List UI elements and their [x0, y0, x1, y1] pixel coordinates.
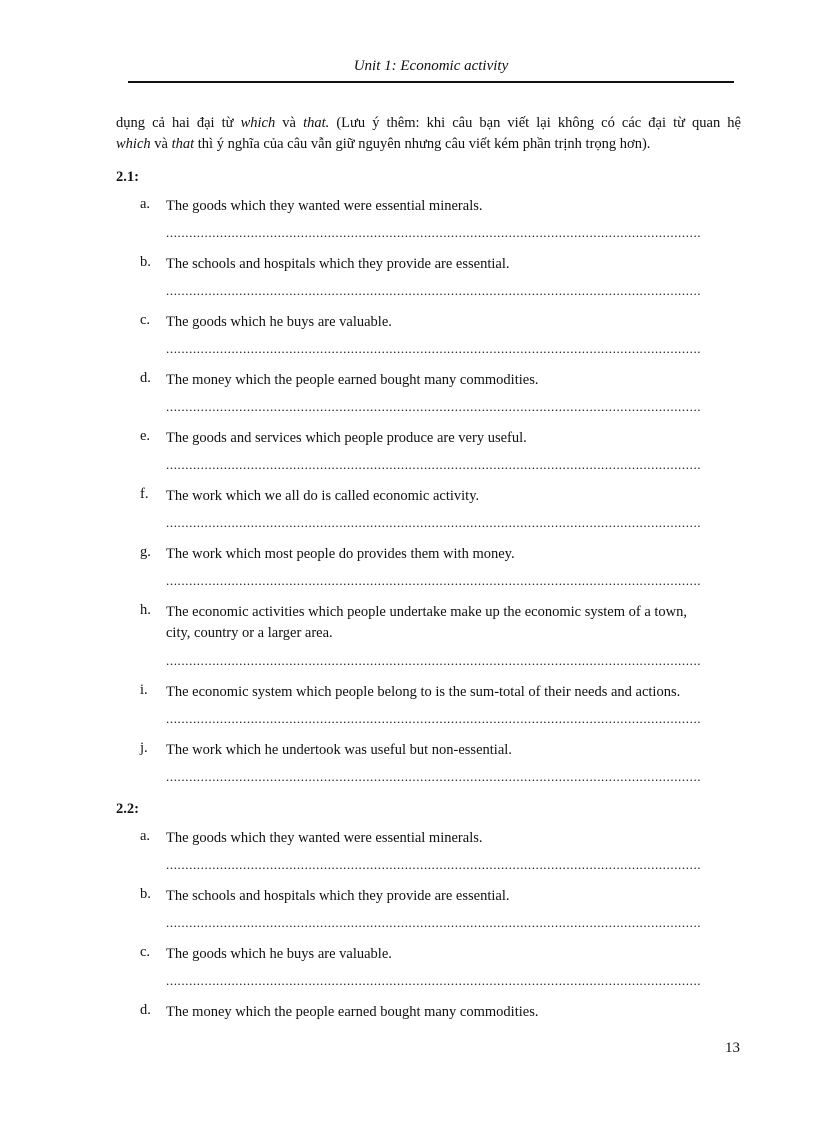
answer-line[interactable]: ........................................................................................................................................... [166, 573, 702, 588]
item-sentence: The work which most people do provides them with money. [166, 546, 515, 562]
section-title-2-1: 2.1: [116, 169, 139, 185]
header-divider [128, 81, 734, 83]
item-label: e. [140, 428, 151, 444]
item-label: j. [140, 740, 148, 756]
item-sentence-continued: city, country or a larger area. [166, 625, 333, 641]
item-sentence: The goods and services which people produce are very useful. [166, 430, 527, 446]
item-sentence: The schools and hospitals which they provide are essential. [166, 256, 510, 272]
intro-text: thì ý nghĩa của câu vẫn giữ nguyên nhưng câu viết kém phần trịnh trọng hơn). [194, 136, 651, 152]
answer-line[interactable]: ........................................................................................................................................... [166, 857, 702, 872]
answer-line[interactable]: ........................................................................................................................................... [166, 973, 702, 988]
item-sentence: The work which we all do is called economic activity. [166, 488, 480, 504]
intro-emphasis-that: that [171, 136, 195, 152]
intro-emphasis-that: that. [303, 115, 330, 131]
answer-line[interactable]: ........................................................................................................................................... [166, 711, 702, 726]
item-label: d. [140, 370, 151, 386]
section-title-2-2: 2.2: [116, 801, 139, 817]
intro-emphasis-which: which [116, 136, 151, 152]
item-sentence: The goods which they wanted were essential minerals. [166, 198, 483, 214]
answer-line[interactable]: ........................................................................................................................................... [166, 341, 702, 356]
page-header-title: Unit 1: Economic activity [353, 58, 509, 74]
item-sentence: The money which the people earned bought many commodities. [166, 372, 539, 388]
item-label: a. [140, 196, 151, 212]
intro-text: (Lưu ý thêm: khi câu bạn viết lại không có các đại từ quan hệ [329, 115, 741, 131]
item-label: d. [140, 1002, 151, 1018]
item-label: b. [140, 886, 151, 902]
item-sentence: The schools and hospitals which they provide are essential. [166, 888, 510, 904]
intro-emphasis-which: which [240, 115, 276, 131]
answer-line[interactable]: ........................................................................................................................................... [166, 769, 702, 784]
page-number: 13 [725, 1040, 740, 1056]
answer-line[interactable]: ........................................................................................................................................... [166, 225, 702, 240]
item-label: c. [140, 312, 151, 328]
item-sentence: The goods which they wanted were essential minerals. [166, 830, 483, 846]
intro-line-2 [116, 134, 741, 155]
answer-line[interactable]: ........................................................................................................................................... [166, 915, 702, 930]
item-label: h. [140, 602, 151, 618]
item-sentence: The economic system which people belong to is the sum-total of their needs and actions. [166, 684, 681, 700]
intro-text: dụng cả hai đại từ [116, 115, 241, 131]
item-sentence: The goods which he buys are valuable. [166, 946, 392, 962]
intro-line-1 [116, 113, 741, 134]
item-sentence: The goods which he buys are valuable. [166, 314, 392, 330]
item-sentence: The money which the people earned bought many commodities. [166, 1004, 539, 1020]
answer-line[interactable]: ........................................................................................................................................... [166, 283, 702, 298]
item-label: b. [140, 254, 151, 270]
answer-line[interactable]: ........................................................................................................................................... [166, 457, 702, 472]
answer-line[interactable]: ........................................................................................................................................... [166, 515, 702, 530]
item-label: f. [140, 486, 149, 502]
item-label: c. [140, 944, 151, 960]
item-label: a. [140, 828, 151, 844]
answer-line[interactable]: ........................................................................................................................................... [166, 399, 702, 414]
item-sentence: The economic activities which people undertake make up the economic system of a town, [166, 604, 688, 620]
item-label: g. [140, 544, 151, 560]
intro-text: và [150, 136, 172, 152]
item-label: i. [140, 682, 148, 698]
intro-paragraph [116, 113, 741, 155]
item-sentence: The work which he undertook was useful but non-essential. [166, 742, 512, 758]
intro-text: và [275, 115, 304, 131]
answer-line[interactable]: ........................................................................................................................................... [166, 653, 702, 668]
